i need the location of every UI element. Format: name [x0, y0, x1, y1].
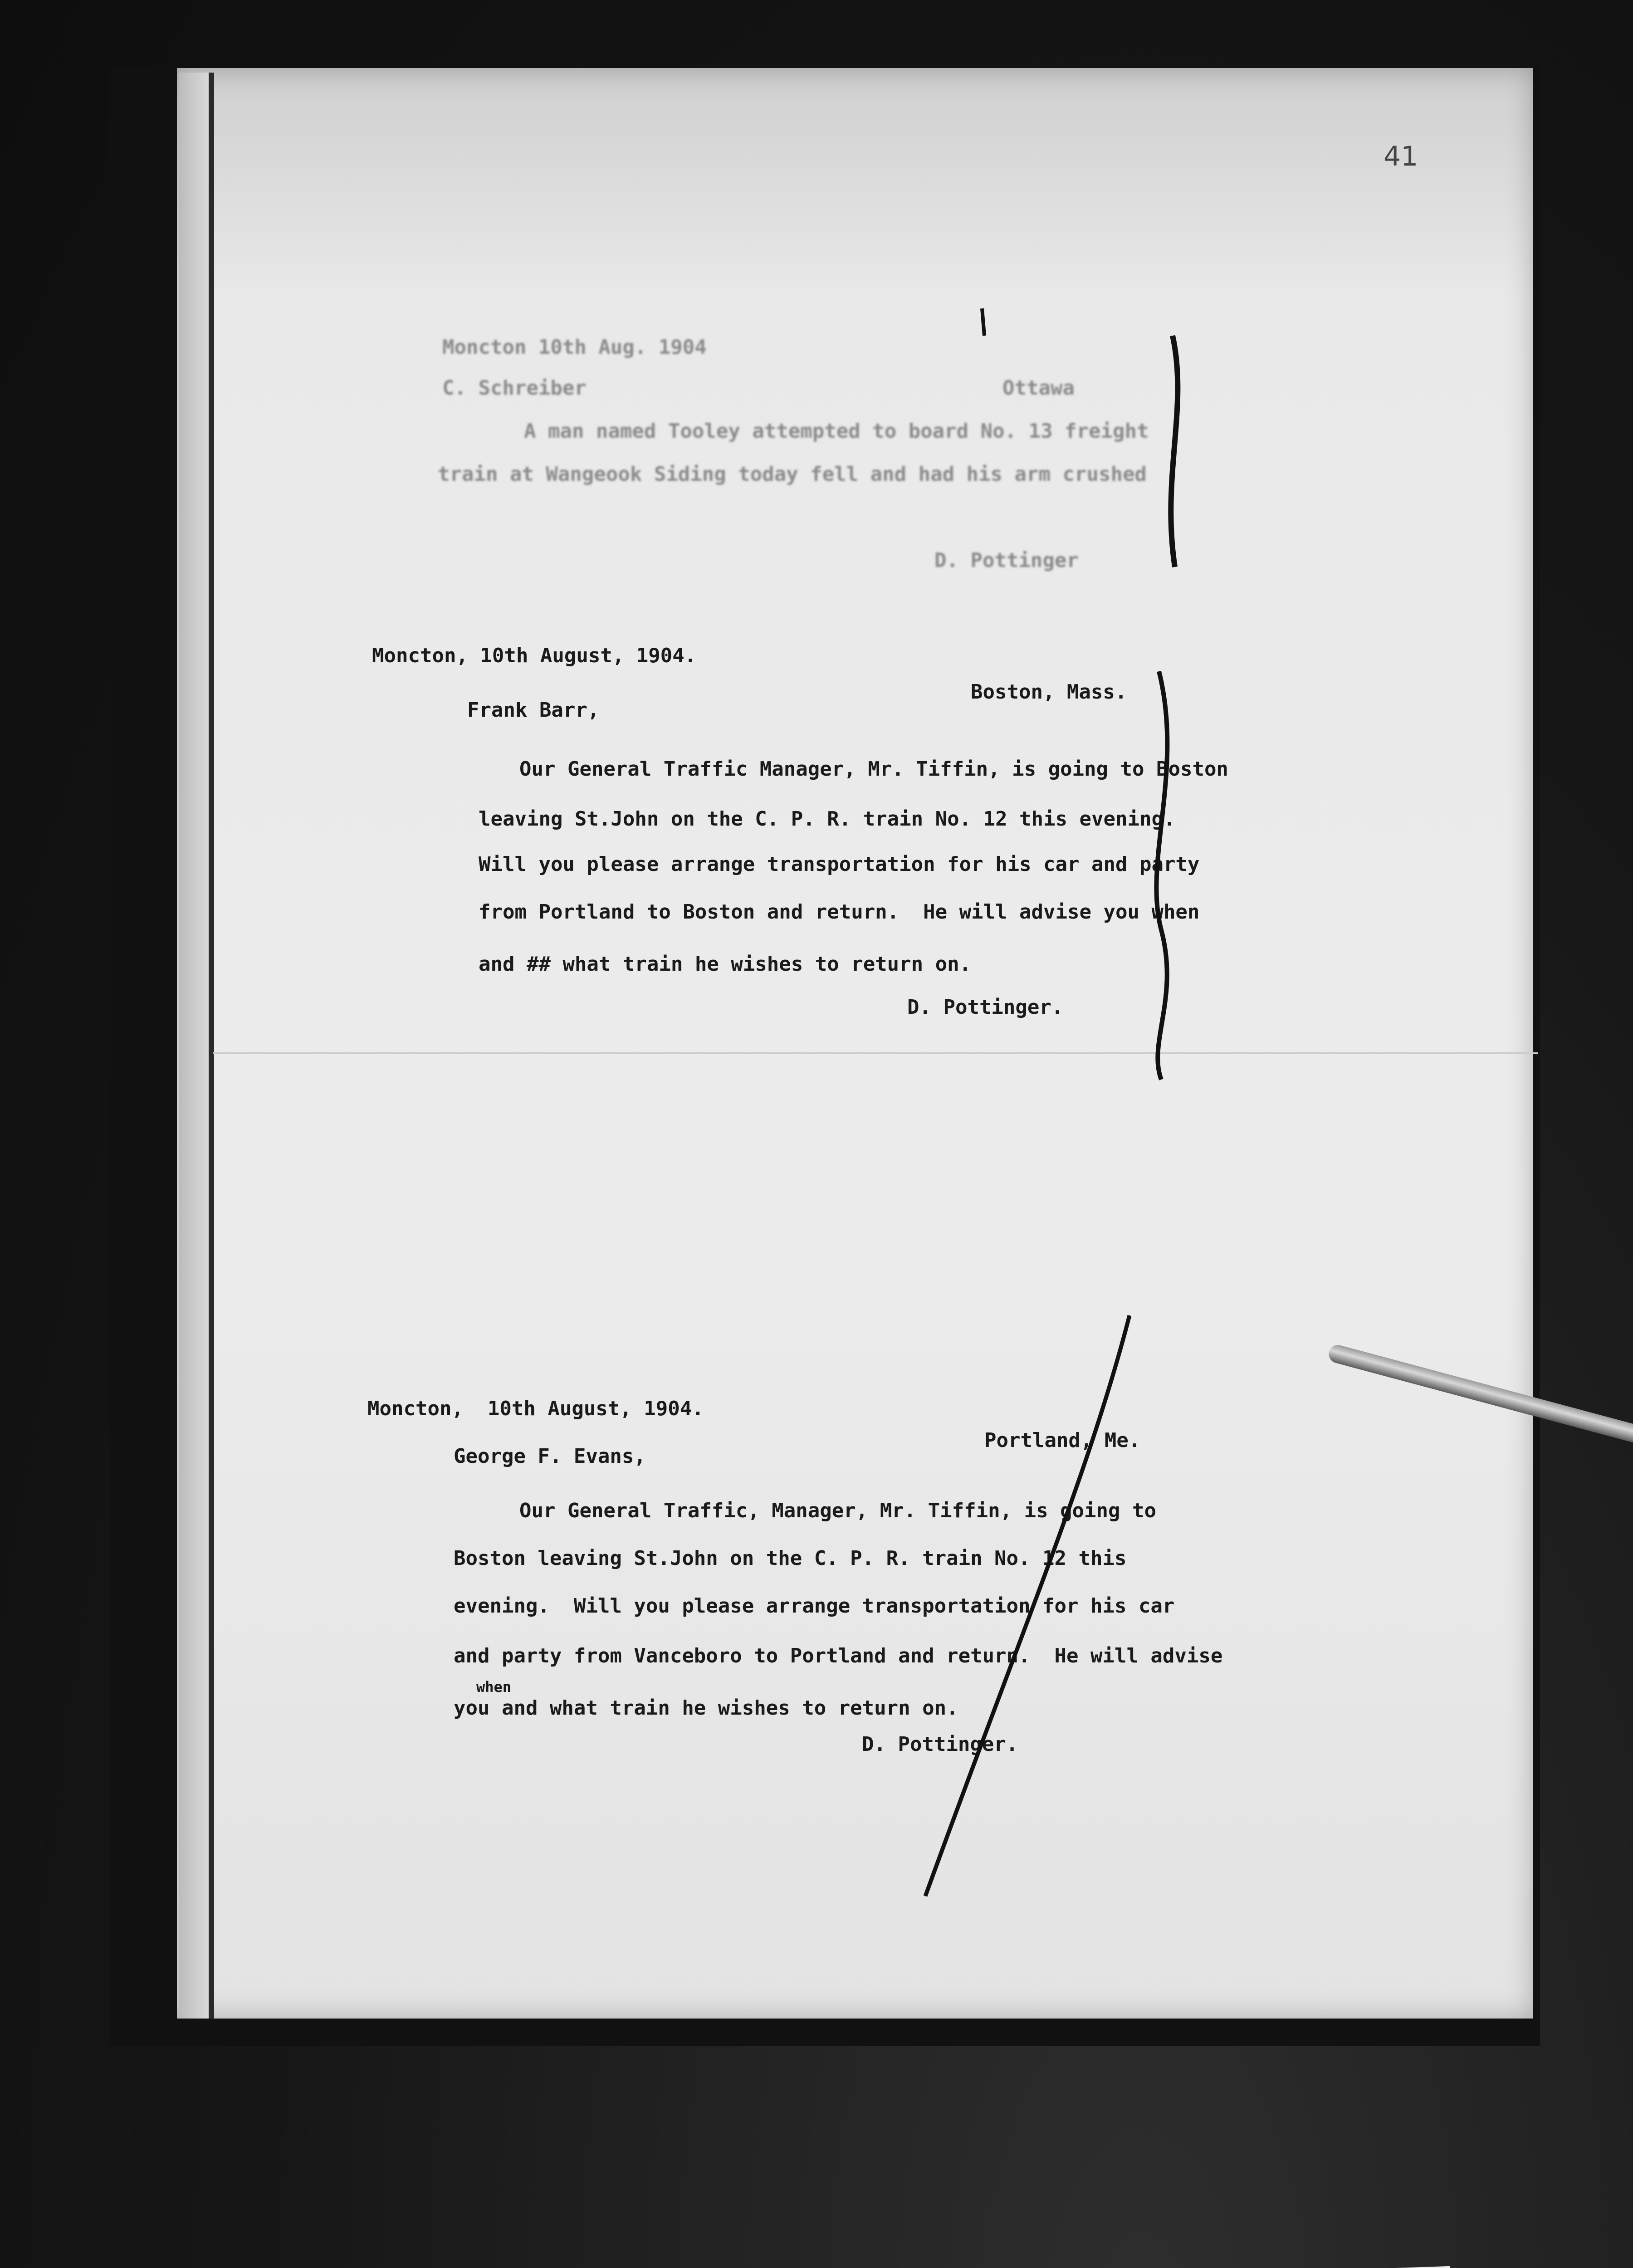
telegram1-place-date: Moncton, 10th August, 1904. — [372, 644, 697, 667]
page-number: 41 — [1384, 141, 1418, 172]
telegram2-recipient: George F. Evans, — [454, 1445, 646, 1468]
telegram2-line: Boston leaving St.John on the C. P. R. train No. 12 this — [454, 1547, 1127, 1570]
telegram1-line: and ## what train he wishes to return on. — [479, 953, 972, 976]
telegram1-signature: D. Pottinger. — [907, 996, 1064, 1019]
telegram2-line: and party from Vanceboro to Portland and return. He will advise — [454, 1644, 1223, 1667]
blurred-telegram-signature: D. Pottinger — [934, 549, 1079, 572]
telegram2-place-date: Moncton, 10th August, 1904. — [367, 1397, 704, 1420]
blurred-telegram-header: Moncton 10th Aug. 1904 — [442, 336, 707, 359]
pencil-bracket — [1171, 336, 1178, 567]
pencil-bracket — [1156, 671, 1167, 1080]
telegram1-line: Will you please arrange transportation for his car and party — [479, 853, 1200, 876]
blurred-telegram-body-line: train at Wangeook Siding today fell and had his arm crushed — [438, 463, 1147, 486]
telegram2-line: you and what train he wishes to return on. — [454, 1696, 958, 1720]
telegram1-recipient: Frank Barr, — [467, 699, 600, 722]
telegram1-line: from Portland to Boston and return. He will advise you when — [479, 900, 1200, 924]
telegram2-line: Our General Traffic, Manager, Mr. Tiffin, is going to — [519, 1499, 1156, 1522]
telegram2-destination: Portland, Me. — [984, 1429, 1141, 1452]
telegram2-line: evening. Will you please arrange transportation for his car — [454, 1594, 1175, 1618]
blurred-telegram-body-line: A man named Tooley attempted to board No. 13 freight — [524, 420, 1149, 443]
pencil-tick — [982, 308, 984, 336]
telegram1-line: leaving St.John on the C. P. R. train No. 12 this evening. — [479, 807, 1176, 831]
pencil-stroke — [925, 1315, 1129, 1896]
telegram1-line: Our General Traffic Manager, Mr. Tiffin, is going to Boston — [519, 758, 1228, 781]
blurred-telegram-destination: Ottawa — [1002, 376, 1075, 400]
telegram2-insertion: when — [476, 1678, 512, 1696]
blurred-telegram-recipient: C. Schreiber — [442, 376, 587, 400]
telegram2-signature: D. Pottinger. — [862, 1733, 1018, 1756]
telegram1-destination: Boston, Mass. — [971, 680, 1127, 704]
